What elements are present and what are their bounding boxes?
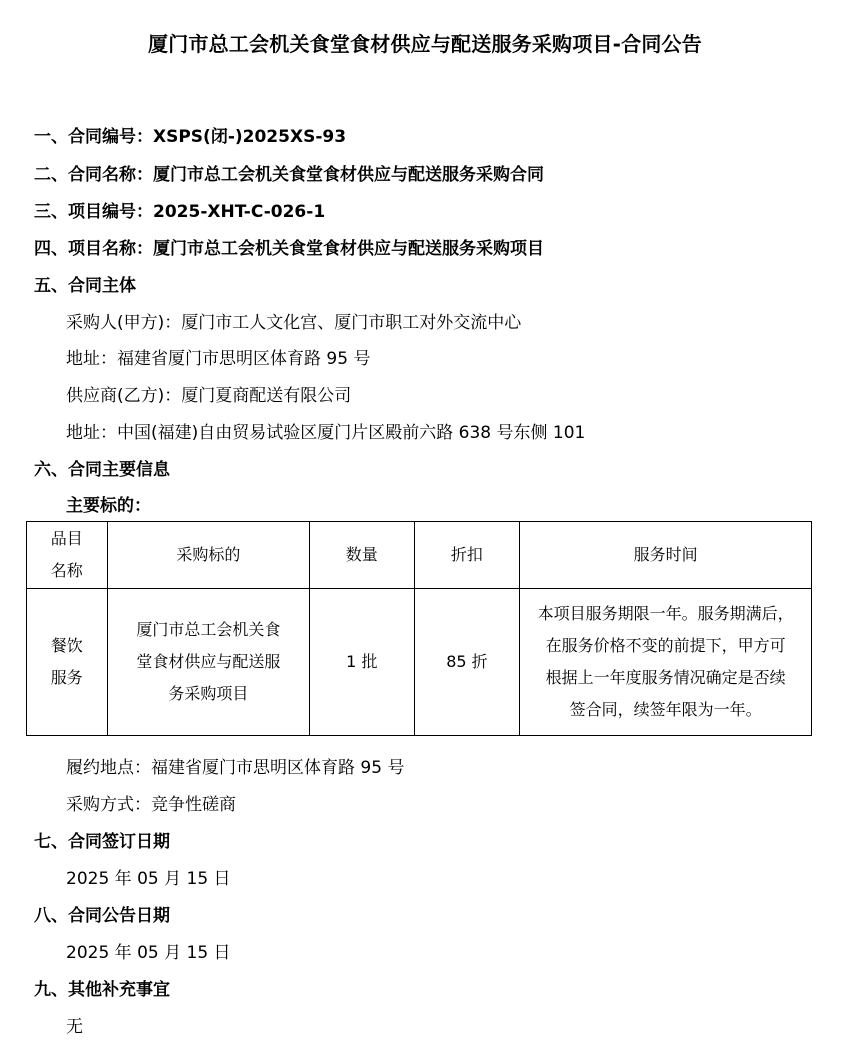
contract-info-heading: 六、合同主要信息 bbox=[34, 460, 170, 480]
header-service-time: 服务时间 bbox=[520, 522, 812, 589]
project-name-value: 厦门市总工会机关食堂食材供应与配送服务采购项目 bbox=[153, 239, 544, 259]
contract-items-table bbox=[26, 521, 812, 736]
other-matters-value: 无 bbox=[66, 1017, 83, 1037]
table-header-row bbox=[27, 522, 812, 589]
supplier-text: 供应商(乙方)：厦门夏商配送有限公司 bbox=[66, 386, 352, 406]
cell-quantity: 1 批 bbox=[310, 589, 415, 736]
cell-subject bbox=[107, 589, 309, 736]
page-title: 厦门市总工会机关食堂食材供应与配送服务采购项目-合同公告 bbox=[148, 32, 702, 56]
cell-category-line1: 餐饮 bbox=[50, 636, 83, 655]
main-subject-label: 主要标的： bbox=[66, 496, 151, 516]
table-row bbox=[27, 589, 812, 736]
announcement-date-heading: 八、合同公告日期 bbox=[34, 906, 170, 926]
header-quantity: 数量 bbox=[310, 522, 415, 589]
cell-subject-line2: 堂食材供应与配送服 bbox=[136, 652, 281, 671]
contract-parties-heading: 五、合同主体 bbox=[34, 276, 136, 296]
announcement-date-value: 2025 年 05 月 15 日 bbox=[66, 943, 231, 963]
project-name-label: 四、项目名称： bbox=[34, 239, 153, 259]
cell-category bbox=[27, 589, 108, 736]
cell-service-line2: 在服务价格不变的前提下，甲方可 bbox=[545, 636, 786, 655]
supplier-address: 地址：中国(福建)自由贸易试验区厦门片区殿前六路 638 号东侧 101 bbox=[66, 423, 586, 443]
contract-name-row bbox=[34, 160, 544, 185]
buyer-text: 采购人(甲方)：厦门市工人文化宫、厦门市职工对外交流中心 bbox=[66, 313, 522, 333]
contract-number-value: XSPS(闭-)2025XS-93 bbox=[153, 127, 347, 147]
project-number-value: 2025-XHT-C-026-1 bbox=[153, 202, 326, 222]
header-discount: 折扣 bbox=[414, 522, 520, 589]
contract-number-row bbox=[34, 122, 346, 147]
cell-subject-line1: 厦门市总工会机关食 bbox=[136, 620, 281, 639]
cell-service-line1: 本项目服务期限一年。服务期满后， bbox=[537, 604, 794, 623]
header-category-line2: 名称 bbox=[50, 561, 83, 580]
other-matters-heading: 九、其他补充事宜 bbox=[34, 980, 170, 1000]
contract-name-value: 厦门市总工会机关食堂食材供应与配送服务采购合同 bbox=[153, 165, 544, 185]
cell-subject-line3: 务采购项目 bbox=[168, 684, 249, 703]
signing-date-value: 2025 年 05 月 15 日 bbox=[66, 869, 231, 889]
header-category-line1: 品目 bbox=[50, 529, 83, 548]
signing-date-heading: 七、合同签订日期 bbox=[34, 832, 170, 852]
contract-number-label: 一、合同编号： bbox=[34, 127, 153, 147]
buyer-address: 地址：福建省厦门市思明区体育路 95 号 bbox=[66, 349, 371, 369]
cell-discount: 85 折 bbox=[414, 589, 520, 736]
header-category bbox=[27, 522, 108, 589]
procurement-method: 采购方式：竞争性磋商 bbox=[66, 795, 236, 815]
project-number-label: 三、项目编号： bbox=[34, 202, 153, 222]
header-subject: 采购标的 bbox=[107, 522, 309, 589]
contract-name-label: 二、合同名称： bbox=[34, 165, 153, 185]
performance-location: 履约地点：福建省厦门市思明区体育路 95 号 bbox=[66, 758, 405, 778]
project-number-row bbox=[34, 197, 325, 222]
cell-category-line2: 服务 bbox=[50, 668, 83, 687]
project-name-row bbox=[34, 234, 544, 259]
cell-service-line4: 签合同，续签年限为一年。 bbox=[569, 700, 762, 719]
cell-service-time bbox=[520, 589, 812, 736]
cell-service-line3: 根据上一年度服务情况确定是否续 bbox=[545, 668, 786, 687]
